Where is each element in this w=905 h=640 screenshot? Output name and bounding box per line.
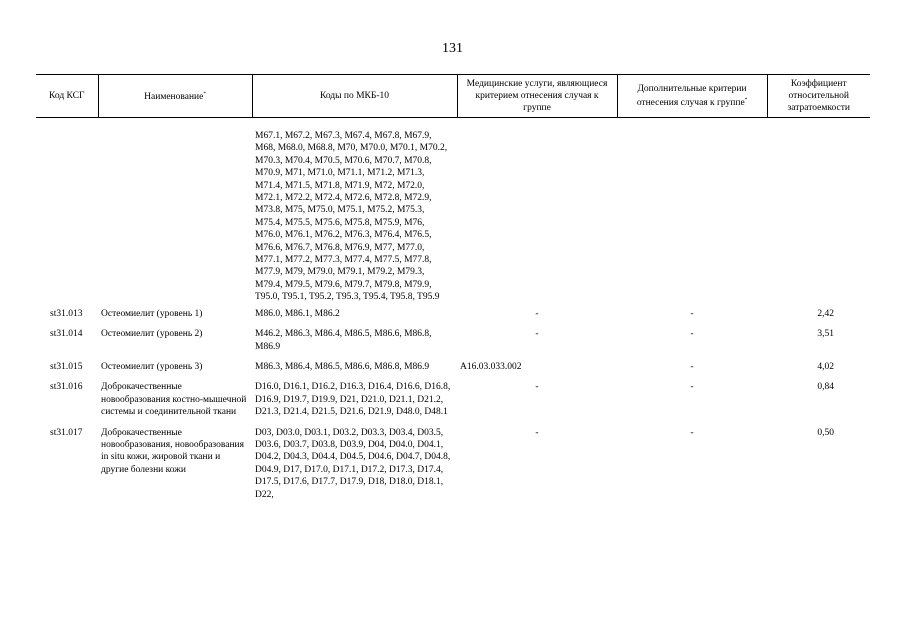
- header-name: Наименование*: [98, 75, 252, 118]
- row-extra: -: [690, 427, 694, 438]
- table-row: [36, 324, 870, 357]
- table-header-row: [36, 75, 870, 118]
- row-coef: 4,02: [817, 361, 834, 372]
- ksg-table: [36, 74, 870, 505]
- row-extra: -: [690, 382, 694, 393]
- row-code: st31.015: [50, 361, 83, 372]
- row-code: st31.014: [50, 329, 83, 340]
- row-code: st31.013: [50, 308, 83, 319]
- row-code: st31.016: [50, 382, 83, 393]
- row-services: -: [535, 308, 539, 319]
- ksg-table-wrapper: [36, 74, 870, 505]
- header-extra-footnote-mark: *: [744, 97, 748, 103]
- table-row: [36, 357, 870, 377]
- row-services: -: [535, 329, 539, 340]
- row-coef: 2,42: [817, 308, 834, 319]
- row-extra: -: [690, 308, 694, 319]
- continuation-mkb-codes: M67.1, M67.2, M67.3, M67.4, M67.8, M67.9, M68, M68.0, M68.8, M70, M70.0, M70.1, M70.2, M70.3, M70.4, M70.5, M70.6, M70.7, M70.8, M70.9, M71, M71.0, M71.1, M71.2, M71.3, M71.4, M71.5, M71.8, M71.9, M72, M72.0, M72.1, M72.2, M72.4, M72.6, M72.8, M72.9, M73.8, M75, M75.0, M75.1, M75.2, M75.3, M75.4, M75.5, M75.6, M75.8, M75.9, M76, M76.0, M76.1, M76.2, M76.3, M76.4, M76.5, M76.6, M76.7, M76.8, M76.9, M77, M77.0, M77.1, M77.2, M77.3, M77.4, M77.5, M77.8, M77.9, M79, M79.0, M79.1, M79.2, M79.3, M79.4, M79.5, M79.6, M79.7, M79.8, M79.9, T95.0, T95.1, T95.2, T95.3, T95.4, T95.8, T95.9: [255, 131, 448, 303]
- row-code: st31.017: [50, 427, 83, 438]
- header-coef: Коэффициент относительной затратоемкости: [767, 75, 870, 118]
- table-row: [36, 423, 870, 505]
- row-coef: 3,51: [817, 329, 834, 340]
- row-name: Остеомиелит (уровень 3): [101, 361, 203, 372]
- row-mkb: D03, D03.0, D03.1, D03.2, D03.3, D03.4, D03.5, D03.6, D03.7, D03.8, D03.9, D04, D04.0, D04.1, D04.2, D04.3, D04.4, D04.5, D04.6, D04.7, D04.8, D04.9, D17, D17.0, D17.1, D17.2, D17.3, D17.4, D17.5, D17.6, D17.7, D17.9, D18, D18.0, D18.1, D22,: [255, 427, 451, 500]
- row-extra: -: [690, 361, 694, 372]
- row-coef: 0,50: [817, 427, 834, 438]
- row-mkb: D16.0, D16.1, D16.2, D16.3, D16.4, D16.6, D16.8, D16.9, D19.7, D19.9, D21, D21.0, D21.1, D21.2, D21.3, D21.4, D21.5, D21.6, D21.9, D48.0, D48.1: [255, 382, 451, 418]
- header-services: Медицинские услуги, являющиеся критерием отнесения случая к группе: [457, 75, 617, 118]
- table-row-continuation: [36, 118, 870, 304]
- row-services: A16.03.033.002: [460, 361, 522, 372]
- row-services: -: [535, 382, 539, 393]
- row-name: Доброкачественные новообразования, новообразования in situ кожи, жировой ткани и другие болезни кожи: [101, 427, 244, 475]
- row-coef: 0,84: [817, 382, 834, 393]
- row-mkb: M86.3, M86.4, M86.5, M86.6, M86.8, M86.9: [255, 361, 430, 372]
- header-code: Код КСГ: [36, 75, 98, 118]
- row-mkb: M46.2, M86.3, M86.4, M86.5, M86.6, M86.8, M86.9: [255, 329, 432, 352]
- header-name-footnote-mark: *: [203, 91, 206, 97]
- row-name: Остеомиелит (уровень 2): [101, 329, 203, 340]
- row-mkb: M86.0, M86.1, M86.2: [255, 308, 340, 319]
- header-mkb: Коды по МКБ-10: [252, 75, 457, 118]
- row-extra: -: [690, 329, 694, 340]
- table-row: [36, 304, 870, 324]
- page-number: 131: [442, 41, 463, 56]
- row-name: Доброкачественные новообразования костно-мышечной системы и соединительной ткани: [101, 382, 247, 418]
- row-services: -: [535, 427, 539, 438]
- table-row: [36, 377, 870, 422]
- row-name: Остеомиелит (уровень 1): [101, 308, 203, 319]
- header-extra: Дополнительные критерии отнесения случая к группе*: [617, 75, 767, 118]
